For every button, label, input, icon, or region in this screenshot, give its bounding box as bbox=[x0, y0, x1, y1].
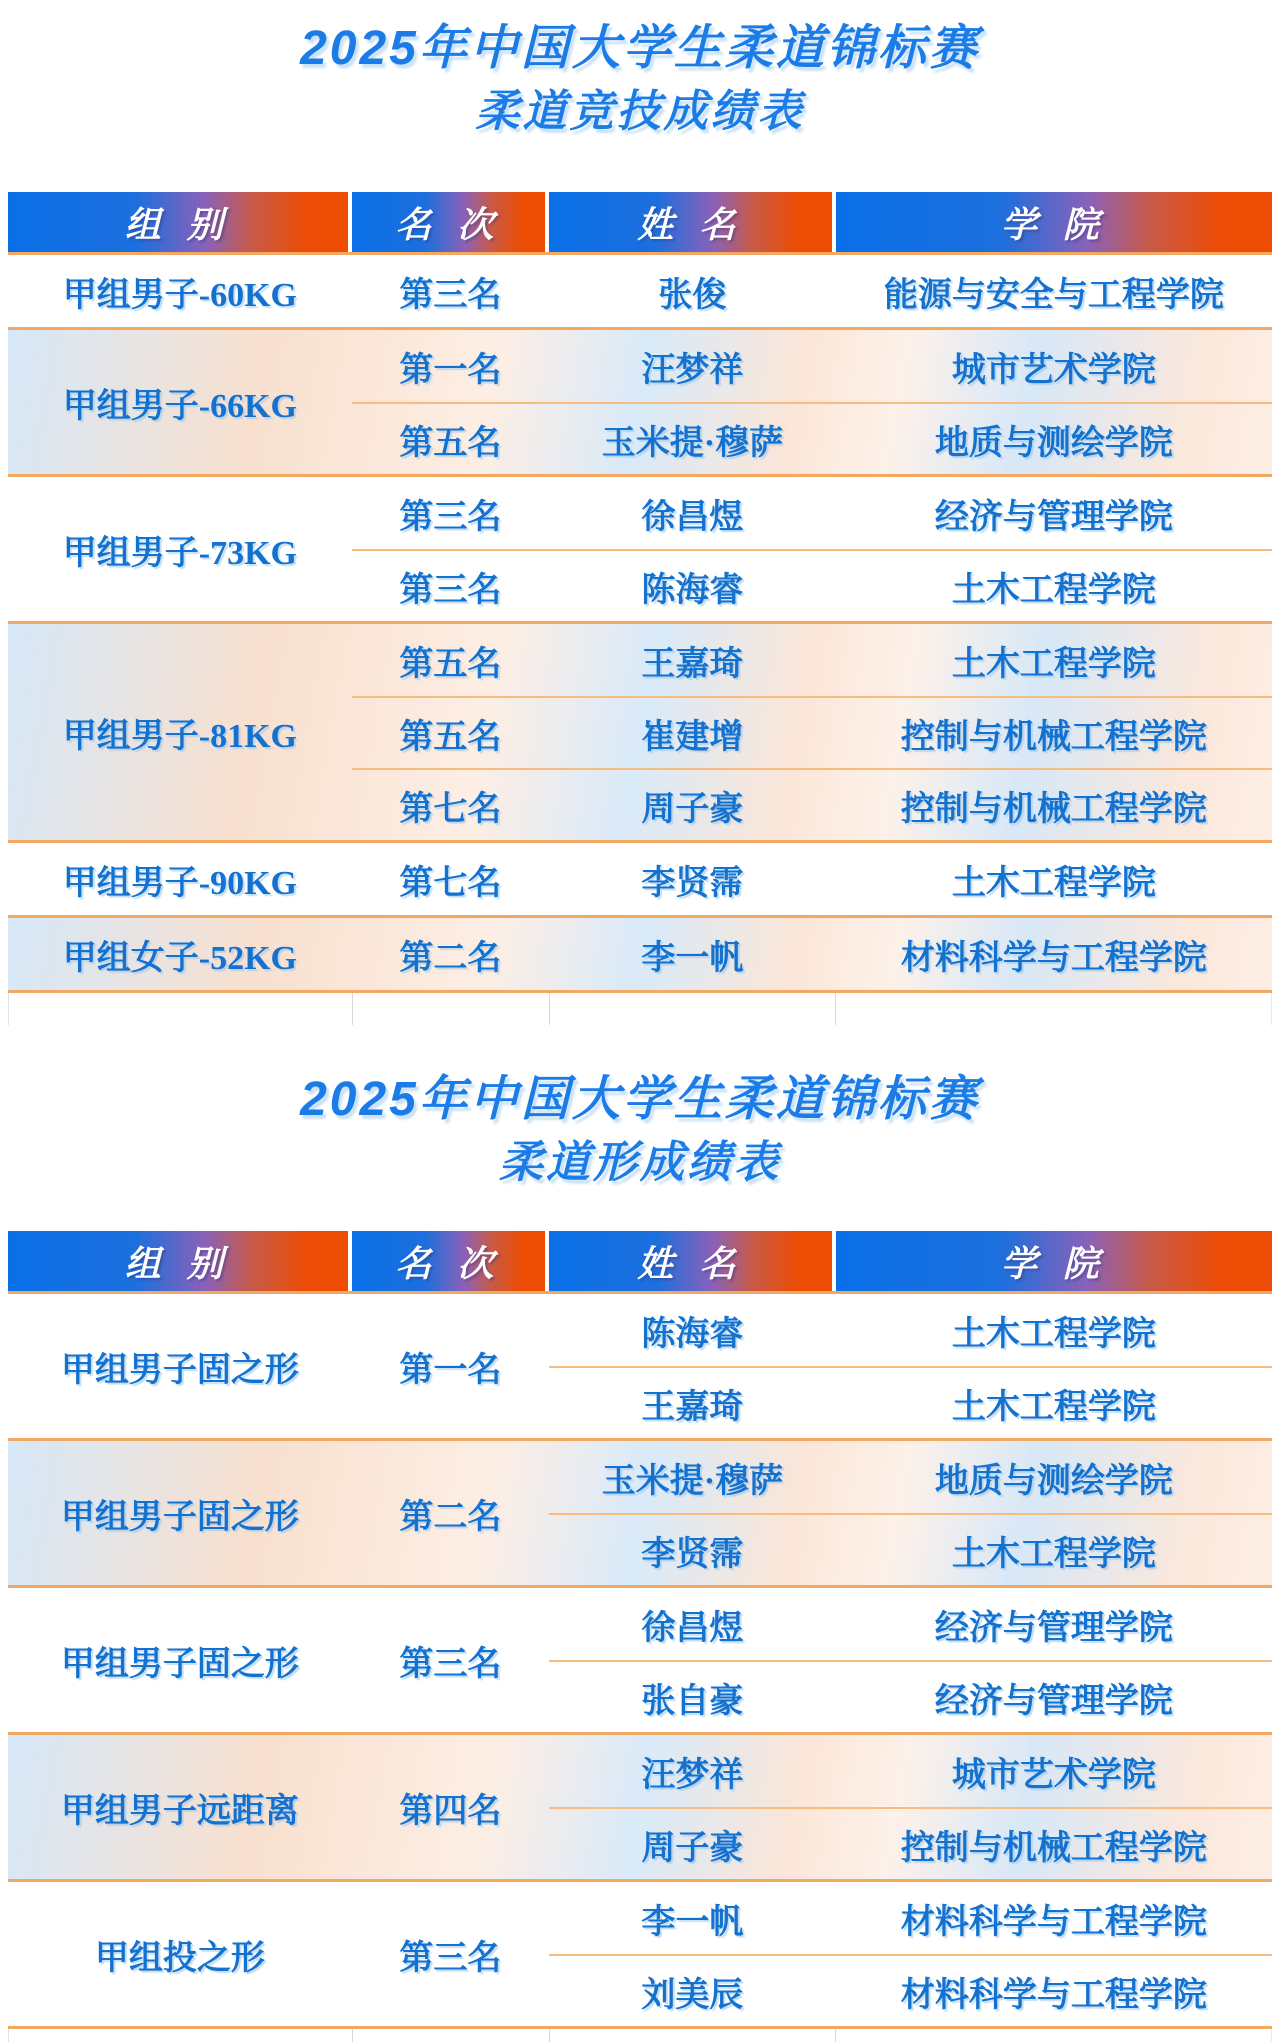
rank-cell: 第七名 bbox=[399, 864, 502, 902]
college-cell: 材料科学与工程学院 bbox=[900, 1903, 1207, 1941]
empty-cell bbox=[550, 2029, 837, 2042]
judo-kata-results-section bbox=[0, 1025, 1280, 2042]
college-cell: 土木工程学院 bbox=[951, 864, 1156, 902]
name-cell: 李贤霈 bbox=[549, 1513, 836, 1585]
empty-cell bbox=[353, 2029, 550, 2042]
group-label: 甲组男子固之形 bbox=[60, 1645, 299, 1683]
group-label: 甲组男子固之形 bbox=[60, 1498, 299, 1536]
name-cell: 陈海睿 bbox=[549, 549, 836, 621]
table1-header-row bbox=[8, 192, 1272, 252]
table-group bbox=[8, 1291, 1272, 1438]
college-cell: 材料科学与工程学院 bbox=[836, 1954, 1272, 2026]
name-cell: 陈海睿 bbox=[641, 1315, 744, 1353]
header-name: 姓 名 bbox=[549, 192, 836, 252]
group-label: 甲组男子-66KG bbox=[62, 387, 297, 425]
name-cell: 玉米提·穆萨 bbox=[549, 402, 836, 474]
empty-table-row bbox=[8, 2029, 1272, 2042]
name-cell: 崔建增 bbox=[549, 696, 836, 768]
college-cell: 经济与管理学院 bbox=[934, 498, 1173, 536]
college-cell: 经济与管理学院 bbox=[836, 1660, 1272, 1732]
college-cell: 城市艺术学院 bbox=[951, 1756, 1156, 1794]
college-cell: 城市艺术学院 bbox=[951, 351, 1156, 389]
empty-cell bbox=[836, 2029, 1272, 2042]
group-label: 甲组男子固之形 bbox=[60, 1351, 299, 1389]
college-cell: 控制与机械工程学院 bbox=[836, 768, 1272, 840]
college-cell: 控制与机械工程学院 bbox=[836, 1807, 1272, 1879]
name-cell: 张俊 bbox=[658, 276, 727, 314]
rank-cell: 第三名 bbox=[399, 1939, 502, 1977]
name-cell: 汪梦祥 bbox=[641, 351, 744, 389]
name-cell: 徐昌煜 bbox=[641, 1609, 744, 1647]
group-label: 甲组女子-52KG bbox=[62, 939, 297, 977]
college-cell: 土木工程学院 bbox=[951, 645, 1156, 683]
name-cell: 李一帆 bbox=[641, 1903, 744, 1941]
header-name: 姓 名 bbox=[549, 1231, 836, 1291]
name-cell: 汪梦祥 bbox=[641, 1756, 744, 1794]
group-label: 甲组投之形 bbox=[94, 1939, 265, 1977]
table-group bbox=[8, 474, 1272, 621]
header-group: 组 别 bbox=[8, 192, 352, 252]
name-cell: 李一帆 bbox=[641, 939, 744, 977]
college-cell: 经济与管理学院 bbox=[934, 1609, 1173, 1647]
rank-cell: 第五名 bbox=[352, 402, 549, 474]
empty-cell bbox=[353, 993, 550, 1025]
rank-cell: 第二名 bbox=[399, 939, 502, 977]
empty-cell bbox=[9, 2029, 353, 2042]
name-cell: 周子豪 bbox=[549, 1807, 836, 1879]
header-college: 学 院 bbox=[836, 1231, 1272, 1291]
table1 bbox=[8, 192, 1272, 1025]
table-group bbox=[8, 915, 1272, 993]
header-group: 组 别 bbox=[8, 1231, 352, 1291]
group-label: 甲组男子远距离 bbox=[60, 1792, 299, 1830]
group-label: 甲组男子-73KG bbox=[62, 534, 297, 572]
table-group bbox=[8, 840, 1272, 915]
table-group bbox=[8, 621, 1272, 840]
rank-cell: 第一名 bbox=[399, 351, 502, 389]
college-cell: 地质与测绘学院 bbox=[934, 1462, 1173, 1500]
rank-cell: 第五名 bbox=[399, 645, 502, 683]
college-cell: 土木工程学院 bbox=[836, 1366, 1272, 1438]
table-group bbox=[8, 327, 1272, 474]
group-label: 甲组男子-90KG bbox=[62, 864, 297, 902]
table2-title: 2025年中国大学生柔道锦标赛 bbox=[300, 1073, 980, 1126]
table1-subtitle: 柔道竞技成绩表 bbox=[475, 87, 805, 136]
header-rank: 名 次 bbox=[352, 1231, 549, 1291]
empty-cell bbox=[836, 993, 1272, 1025]
header-college: 学 院 bbox=[836, 192, 1272, 252]
rank-cell: 第一名 bbox=[399, 1351, 502, 1389]
rank-cell: 第三名 bbox=[399, 498, 502, 536]
college-cell: 控制与机械工程学院 bbox=[836, 696, 1272, 768]
header-rank: 名 次 bbox=[352, 192, 549, 252]
name-cell: 王嘉琦 bbox=[549, 1366, 836, 1438]
college-cell: 材料科学与工程学院 bbox=[900, 939, 1207, 977]
table2-title-block bbox=[0, 1025, 1280, 1231]
name-cell: 张自豪 bbox=[549, 1660, 836, 1732]
table1-title-block bbox=[0, 0, 1280, 192]
name-cell: 王嘉琦 bbox=[641, 645, 744, 683]
table-group bbox=[8, 1585, 1272, 1732]
name-cell: 周子豪 bbox=[549, 768, 836, 840]
table2 bbox=[8, 1231, 1272, 2042]
empty-cell bbox=[550, 993, 837, 1025]
college-cell: 地质与测绘学院 bbox=[836, 402, 1272, 474]
table2-subtitle: 柔道形成绩表 bbox=[499, 1138, 781, 1187]
empty-cell bbox=[9, 993, 353, 1025]
college-cell: 土木工程学院 bbox=[951, 1315, 1156, 1353]
name-cell: 刘美辰 bbox=[549, 1954, 836, 2026]
table-group bbox=[8, 1732, 1272, 1879]
name-cell: 李贤霈 bbox=[641, 864, 744, 902]
table-group bbox=[8, 1438, 1272, 1585]
rank-cell: 第五名 bbox=[352, 696, 549, 768]
college-cell: 土木工程学院 bbox=[836, 549, 1272, 621]
group-label: 甲组男子-60KG bbox=[62, 276, 297, 314]
table2-header-row bbox=[8, 1231, 1272, 1291]
college-cell: 土木工程学院 bbox=[836, 1513, 1272, 1585]
rank-cell: 第三名 bbox=[399, 276, 502, 314]
college-cell: 能源与安全与工程学院 bbox=[883, 276, 1224, 314]
name-cell: 玉米提·穆萨 bbox=[601, 1462, 784, 1500]
rank-cell: 第二名 bbox=[399, 1498, 502, 1536]
rank-cell: 第七名 bbox=[352, 768, 549, 840]
name-cell: 徐昌煜 bbox=[641, 498, 744, 536]
empty-table-row bbox=[8, 993, 1272, 1025]
group-label: 甲组男子-81KG bbox=[62, 717, 297, 755]
rank-cell: 第四名 bbox=[399, 1792, 502, 1830]
table1-title: 2025年中国大学生柔道锦标赛 bbox=[300, 22, 980, 75]
rank-cell: 第三名 bbox=[352, 549, 549, 621]
table-group bbox=[8, 252, 1272, 327]
table-group bbox=[8, 1879, 1272, 2029]
rank-cell: 第三名 bbox=[399, 1645, 502, 1683]
